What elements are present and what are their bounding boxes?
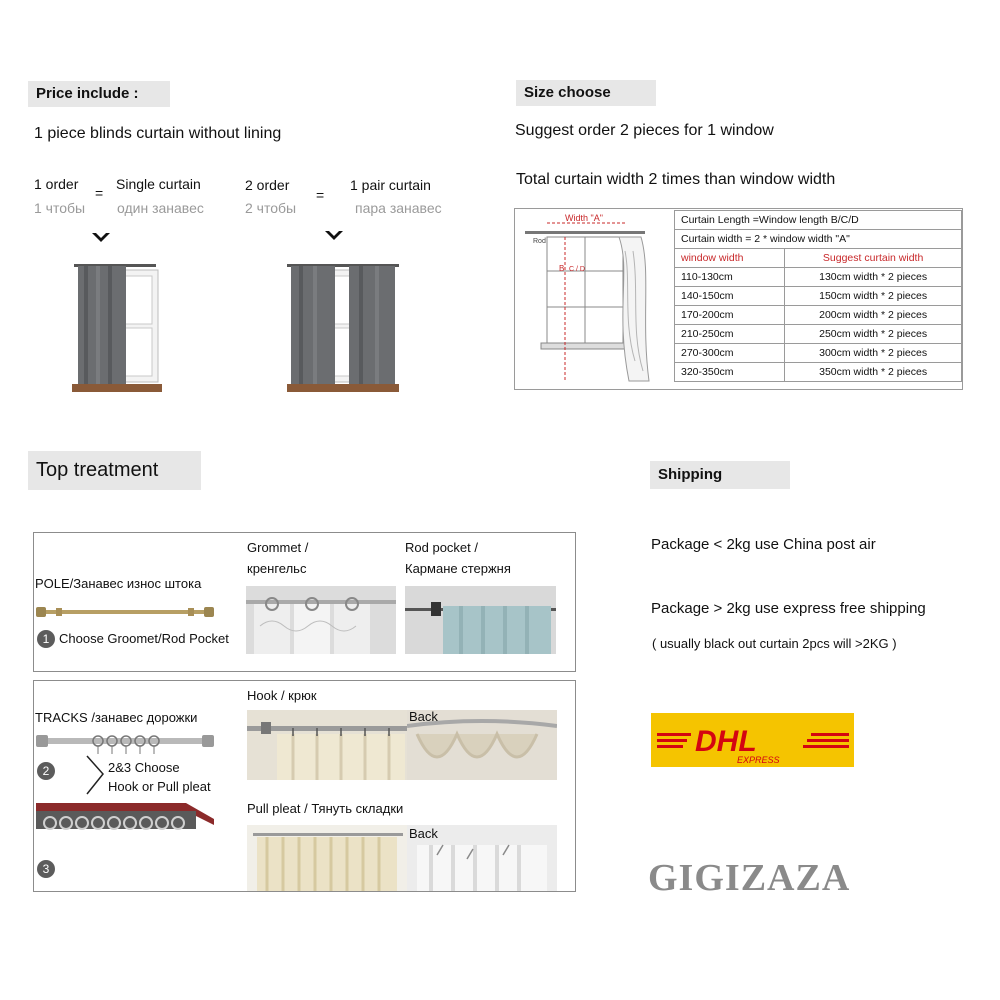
shipping-line2: Package > 2kg use express free shipping	[651, 600, 926, 617]
step-2-badge: 2	[37, 762, 55, 780]
price-include-header: Price include :	[28, 81, 170, 107]
order2-label-en: 1 pair curtain	[350, 177, 431, 193]
rodpocket-title-2: Кармане стержня	[405, 561, 511, 576]
size-choose-line1: Suggest order 2 pieces for 1 window	[515, 122, 774, 139]
grommet-title-2: кренгельс	[247, 561, 307, 576]
pullpleat-title: Pull pleat / Тянуть складки	[247, 801, 404, 816]
table-row: 140-150cm 150cm width * 2 pieces	[675, 287, 962, 306]
track-rail-image	[36, 797, 214, 845]
table-row: 270-300cm 300cm width * 2 pieces	[675, 344, 962, 363]
size-table	[674, 210, 962, 382]
order1-label-ru: один занавес	[117, 200, 204, 216]
order2-en: 2 order	[245, 177, 290, 193]
brand-name: GIGIZAZA	[648, 857, 851, 899]
order2-equals: =	[316, 187, 325, 203]
pole-rod-image	[36, 604, 214, 620]
single-curtain-image	[72, 258, 162, 392]
step-23-line2: Hook or Pull pleat	[108, 779, 211, 794]
grommet-photo	[246, 586, 396, 654]
chevron-down-icon	[323, 229, 345, 243]
size-guide-box	[514, 208, 963, 390]
shipping-line1: Package < 2kg use China post air	[651, 536, 876, 553]
rod-label: Rod	[533, 238, 546, 245]
order2-ru: 2 чтобы	[245, 200, 297, 216]
dhl-logo	[651, 713, 854, 767]
shipping-header: Shipping	[650, 461, 790, 489]
col-suggest-width: Suggest curtain width	[785, 249, 962, 268]
table-row: 320-350cm 350cm width * 2 pieces	[675, 363, 962, 382]
table-row: 110-130cm 130cm width * 2 pieces	[675, 268, 962, 287]
order1-label-en: Single curtain	[116, 176, 201, 192]
hook-title: Hook / крюк	[247, 688, 317, 703]
bracket-icon	[85, 752, 107, 798]
size-note-1: Curtain Length =Window length B/C/D	[675, 211, 962, 230]
dhl-text: DHL	[695, 725, 757, 758]
order1-equals: =	[95, 185, 104, 201]
chevron-down-icon	[90, 231, 112, 245]
rod-pocket-photo	[405, 586, 556, 654]
table-row: 170-200cm 200cm width * 2 pieces	[675, 306, 962, 325]
col-window-width: window width	[675, 249, 785, 268]
tracks-label: TRACKS /занавес дорожки	[35, 710, 198, 725]
dhl-sub-text: EXPRESS	[737, 755, 780, 765]
hook-photo	[247, 710, 407, 780]
step-1-badge: 1	[37, 630, 55, 648]
width-label: Width "A"	[565, 213, 603, 223]
box-label: C / D	[569, 266, 585, 273]
order1-en: 1 order	[34, 176, 79, 192]
price-include-line: 1 piece blinds curtain without lining	[34, 125, 282, 142]
order2-label-ru: пара занавес	[355, 200, 442, 216]
step-3-badge: 3	[37, 860, 55, 878]
pair-curtain-image	[287, 258, 399, 392]
size-choose-line2: Total curtain width 2 times than window width	[516, 171, 836, 188]
rodpocket-title-1: Rod pocket /	[405, 540, 478, 555]
size-note-2: Curtain width = 2 * window width "A"	[675, 230, 962, 249]
grommet-title-1: Grommet /	[247, 540, 309, 555]
step-1-label: Choose Groomet/Rod Pocket	[59, 631, 229, 646]
size-choose-header: Size choose	[516, 80, 656, 106]
hook-back-label: Back	[409, 709, 438, 724]
shipping-line3: ( usually black out curtain 2pcs will >2KG )	[652, 636, 897, 651]
side-label: B	[559, 264, 565, 273]
top-treatment-header: Top treatment	[28, 451, 201, 490]
pull-pleat-photo	[247, 825, 407, 891]
table-row: 210-250cm 250cm width * 2 pieces	[675, 325, 962, 344]
track-hooks-image	[36, 730, 216, 760]
window-diagram	[519, 211, 669, 387]
order1-ru: 1 чтобы	[34, 200, 86, 216]
pullpleat-back-label: Back	[409, 826, 438, 841]
pole-label: POLE/Занавес износ штока	[35, 576, 202, 591]
step-23-line1: 2&3 Choose	[108, 760, 180, 775]
